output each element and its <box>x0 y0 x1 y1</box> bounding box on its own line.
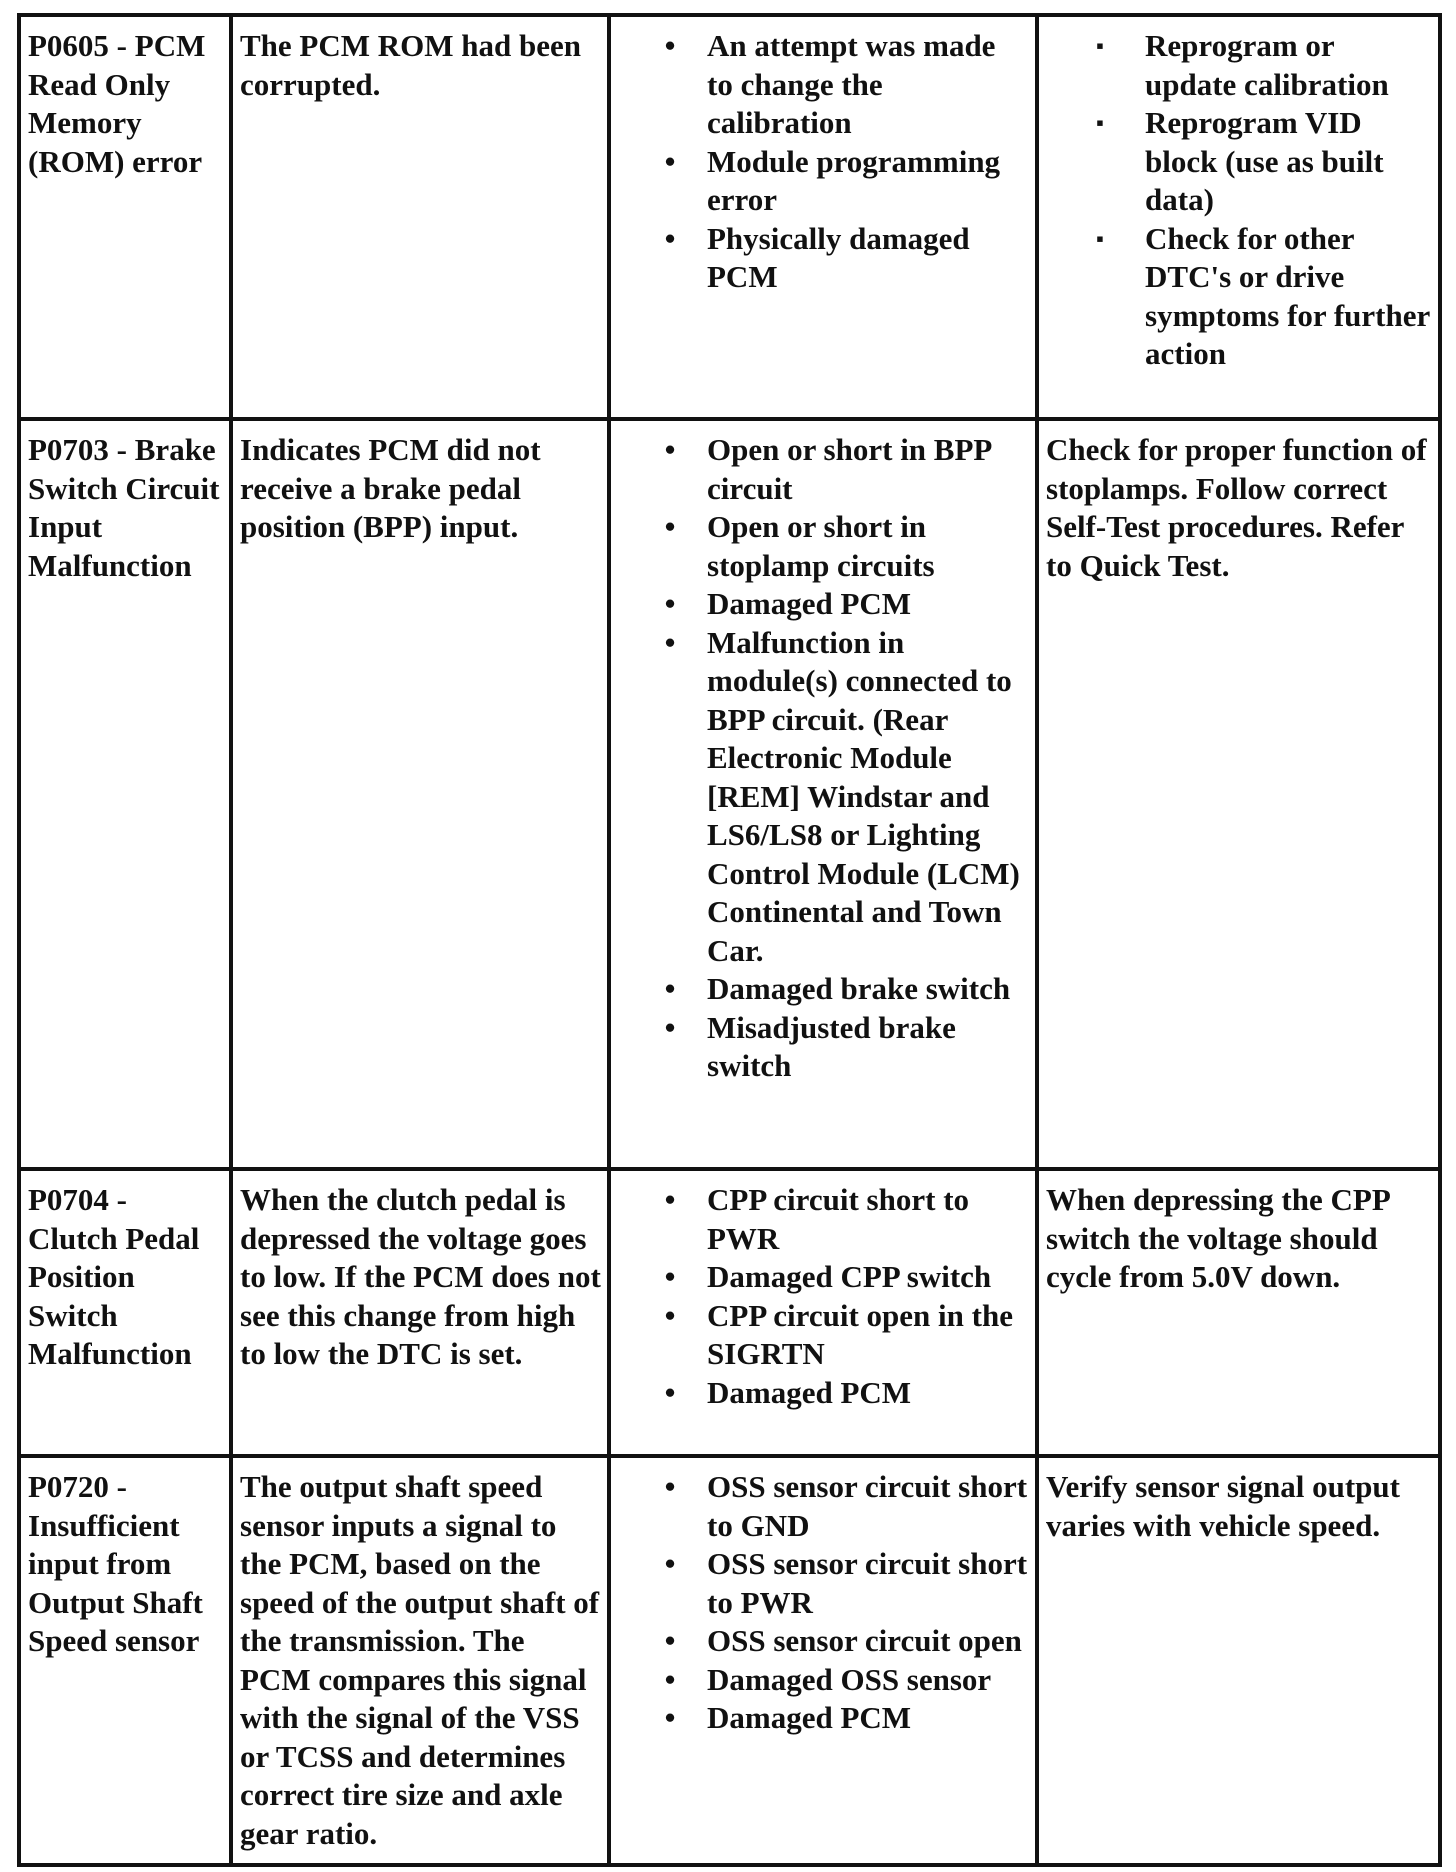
action-text: When depressing the CPP switch the voltage should cycle from 5.0V down. <box>1046 1182 1390 1294</box>
square-bullet-icon: ▪ <box>1096 110 1104 135</box>
causes-list <box>618 431 1029 1086</box>
list-item: • OSS sensor circuit open <box>660 1622 1029 1661</box>
bullet-icon: • <box>664 1546 676 1581</box>
causes-list <box>618 27 1029 297</box>
list-item: • Physically damaged PCM <box>660 220 1029 297</box>
dtc-code: P0605 - PCM Read Only Memory (ROM) error <box>28 28 206 179</box>
bullet-icon: • <box>664 1374 676 1410</box>
dtc-code-cell <box>19 419 231 1169</box>
list-item: • Malfunction in module(s) connected to BPP circuit. (Rear Electronic Module [REM] Windstar and LS6/LS8 or Lighting Control Module (LCM) Continental and Town Car. <box>660 624 1029 971</box>
list-item: • Open or short in BPP circuit <box>660 431 1029 508</box>
dtc-code: P0703 - Brake Switch Circuit Input Malfunction <box>28 432 220 583</box>
bullet-icon: • <box>664 1661 676 1697</box>
bullet-icon: • <box>664 586 676 621</box>
list-item: • An attempt was made to change the calibration <box>660 27 1029 143</box>
list-item: • OSS sensor circuit short to PWR <box>660 1545 1029 1622</box>
bullet-icon: • <box>664 1297 676 1333</box>
bullet-icon: • <box>664 1700 676 1735</box>
dtc-code: P0704 - Clutch Pedal Position Switch Malfunction <box>28 1182 200 1371</box>
bullet-icon: • <box>664 509 676 544</box>
square-bullet-icon: ▪ <box>1096 33 1104 58</box>
action-cell <box>1037 15 1440 419</box>
action-list <box>1046 27 1432 374</box>
list-item: • Open or short in stoplamp circuits <box>660 508 1029 585</box>
causes-cell <box>609 419 1037 1169</box>
dtc-description: The PCM ROM had been corrupted. <box>240 28 581 102</box>
bullet-icon: • <box>664 28 676 63</box>
list-item: • Damaged brake switch <box>660 970 1029 1009</box>
list-item: • Damaged OSS sensor <box>660 1661 1029 1700</box>
list-item: • CPP circuit open in the SIGRTN <box>660 1297 1029 1374</box>
causes-cell <box>609 1456 1037 1865</box>
list-item: • Damaged PCM <box>660 1699 1029 1738</box>
dtc-code-cell <box>19 15 231 419</box>
table-row <box>19 15 1440 419</box>
list-item: • CPP circuit short to PWR <box>660 1181 1029 1258</box>
bullet-icon: • <box>664 1259 676 1294</box>
list-item: • Damaged PCM <box>660 1374 1029 1413</box>
dtc-description: When the clutch pedal is depressed the voltage goes to low. If the PCM does not see this change from high to low the DTC is set. <box>240 1182 601 1371</box>
causes-cell <box>609 1169 1037 1456</box>
bullet-icon: • <box>664 1182 676 1217</box>
bullet-icon: • <box>664 1009 676 1045</box>
list-item: • Module programming error <box>660 143 1029 220</box>
list-item: ▪ Check for other DTC's or drive symptoms for further action <box>1092 220 1432 374</box>
dtc-code-cell <box>19 1456 231 1865</box>
causes-cell <box>609 15 1037 419</box>
list-item: • Damaged PCM <box>660 585 1029 624</box>
list-item: • Misadjusted brake switch <box>660 1009 1029 1086</box>
description-cell <box>231 419 609 1169</box>
causes-list <box>618 1181 1029 1412</box>
dtc-table <box>17 13 1442 1867</box>
action-cell <box>1037 1169 1440 1456</box>
description-cell <box>231 15 609 419</box>
description-cell <box>231 1169 609 1456</box>
bullet-icon: • <box>664 624 676 660</box>
list-item: • OSS sensor circuit short to GND <box>660 1468 1029 1545</box>
table-row <box>19 1169 1440 1456</box>
list-item: • Damaged CPP switch <box>660 1258 1029 1297</box>
dtc-description: The output shaft speed sensor inputs a signal to the PCM, based on the speed of the output shaft of the transmission. The PCM compares this signal with the signal of the VSS or TCSS and determines correct tire size and axle gear ratio. <box>240 1469 600 1851</box>
square-bullet-icon: ▪ <box>1096 225 1104 251</box>
list-item: ▪ Reprogram or update calibration <box>1092 27 1432 104</box>
causes-list <box>618 1468 1029 1738</box>
bullet-icon: • <box>664 220 676 256</box>
bullet-icon: • <box>664 143 676 179</box>
action-text: Check for proper function of stoplamps. Follow correct Self-Test procedures. Refer to Quick Test. <box>1046 432 1427 583</box>
action-cell <box>1037 1456 1440 1865</box>
table-row <box>19 419 1440 1169</box>
action-text: Verify sensor signal output varies with vehicle speed. <box>1046 1469 1400 1543</box>
list-item: ▪ Reprogram VID block (use as built data) <box>1092 104 1432 220</box>
bullet-icon: • <box>664 971 676 1006</box>
dtc-code: P0720 - Insufficient input from Output Shaft Speed sensor <box>28 1469 203 1658</box>
dtc-description: Indicates PCM did not receive a brake pedal position (BPP) input. <box>240 432 541 544</box>
bullet-icon: • <box>664 1623 676 1658</box>
table-row <box>19 1456 1440 1865</box>
bullet-icon: • <box>664 432 676 467</box>
bullet-icon: • <box>664 1469 676 1504</box>
description-cell <box>231 1456 609 1865</box>
dtc-code-cell <box>19 1169 231 1456</box>
action-cell <box>1037 419 1440 1169</box>
